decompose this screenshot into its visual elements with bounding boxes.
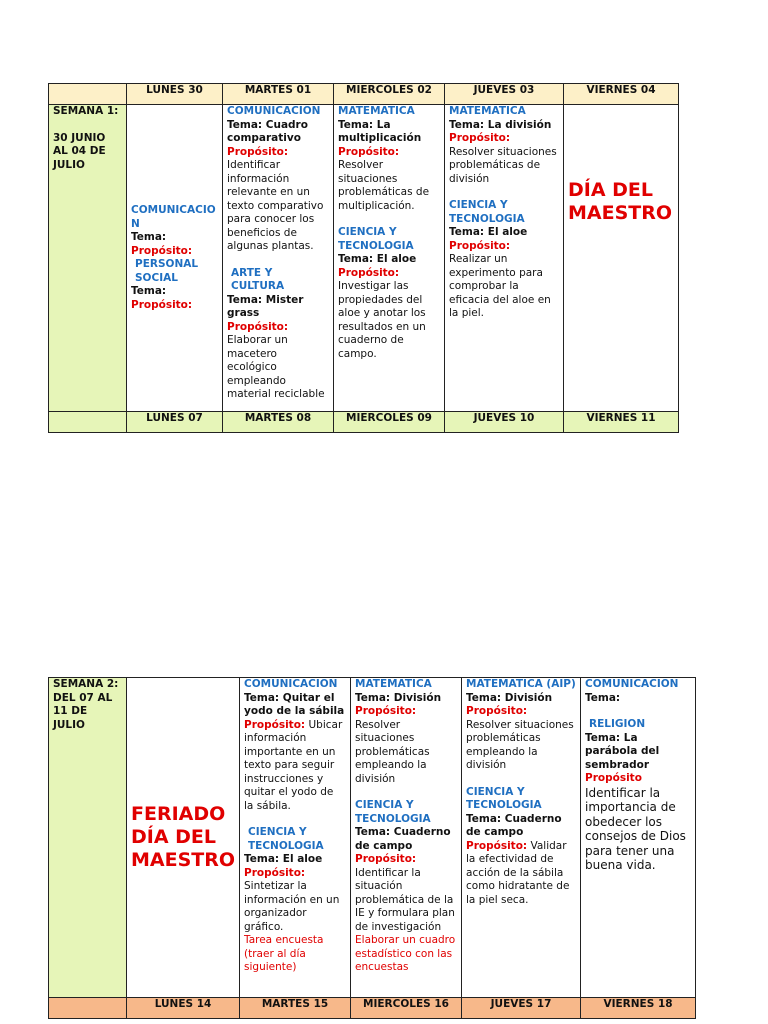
tema-label: Tema: Mister grass <box>227 293 304 319</box>
proposito-label: Propósito: <box>227 320 289 333</box>
proposito-text: Identificar información relevante en un texto comparativo para conocer los beneficios de algunas plantas. <box>227 159 324 252</box>
week1-label-cell <box>49 105 127 412</box>
proposito-text: Identificar la situación problemática de la IE y formulara plan de investigación <box>355 866 455 933</box>
proposito-text: Resolver situaciones problemáticas empleando la división <box>466 718 574 771</box>
tema-label: Tema: División <box>466 691 553 704</box>
header-blank <box>49 998 127 1019</box>
proposito-text: Investigar las propiedades del aloe y anotar los resultados en un cuaderno de campo. <box>338 280 426 360</box>
week2-next-day-row <box>49 998 696 1019</box>
proposito-text: Validar la efectividad de acción de la sábila como hidratante de la piel seca. <box>466 839 570 906</box>
day-header: MARTES 15 <box>240 998 351 1019</box>
subject-label: CIENCIA Y TECNOLOGIA <box>355 799 431 825</box>
header-blank <box>49 84 127 105</box>
subject-label: MATEMATICA <box>338 105 415 117</box>
subject-label: MATEMATICA (AIP) <box>466 678 576 690</box>
subject-label: COMUNICACION <box>131 204 216 230</box>
subject-label: ARTE Y CULTURA <box>231 266 285 292</box>
day-header: VIERNES 11 <box>564 412 679 433</box>
subject-label: CIENCIA Y TECNOLOGIA <box>449 199 525 225</box>
tema-label: Tema: <box>131 285 167 297</box>
tema-label: Tema: La multiplicación <box>338 118 422 144</box>
tema-label: Tema: El aloe <box>338 253 417 265</box>
tema-label: Tema: La división <box>449 118 552 131</box>
friday-cell <box>581 678 696 998</box>
day-header: LUNES 14 <box>127 998 240 1019</box>
proposito-text: Realizar un experimento para comprobar la eficacia del aloe en la piel. <box>449 253 551 319</box>
dia-del-maestro-note: DÍA DEL MAESTRO <box>568 179 673 224</box>
proposito-text: Resolver situaciones problemáticas empleando la división <box>355 718 430 785</box>
subject-label: CIENCIA Y TECNOLOGIA <box>466 785 542 811</box>
header-blank <box>49 412 127 433</box>
subject-label: COMUNICACION <box>227 105 321 117</box>
subject-label: MATEMATICA <box>449 105 526 117</box>
subject-label: MATEMATICA <box>355 678 432 690</box>
proposito-text: Elaborar un macetero ecológico empleando material reciclable <box>227 334 325 400</box>
tema-label: Tema: División <box>355 691 442 704</box>
tema-label: Tema: La parábola del sembrador <box>585 731 660 771</box>
tema-label: Tema: <box>131 231 167 243</box>
week-range: 30 JUNIO AL 04 DE JULIO <box>53 131 106 171</box>
task-note: Tarea encuesta (traer al día siguiente) <box>244 934 324 973</box>
day-header: VIERNES 18 <box>581 998 696 1019</box>
day-header: MIERCOLES 09 <box>334 412 445 433</box>
tema-label: Tema: Cuaderno de campo <box>466 812 562 838</box>
wednesday-cell <box>334 105 445 412</box>
day-header: JUEVES 17 <box>462 998 581 1019</box>
day-header: MARTES 01 <box>223 84 334 105</box>
day-header: VIERNES 04 <box>564 84 679 105</box>
proposito-text: Ubicar información importante en un texto para seguir instrucciones y quitar el yodo de la sábila. <box>244 718 343 812</box>
proposito-text: Identificar la importancia de obedecer los consejos de Dios para tener una buena vida. <box>585 785 686 872</box>
tema-label: Tema: El aloe <box>449 226 528 238</box>
proposito-label: Propósito: <box>338 266 400 279</box>
week1-next-day-row <box>49 412 679 433</box>
proposito-label: Propósito: <box>466 839 528 852</box>
week-label: SEMANA 2: DEL 07 AL 11 DE JULIO <box>53 678 119 731</box>
thursday-cell <box>445 105 564 412</box>
day-header: MARTES 08 <box>223 412 334 433</box>
proposito-label: Propósito <box>585 772 642 784</box>
proposito-text: Resolver situaciones problemáticas de división <box>449 145 557 185</box>
thursday-cell <box>462 678 581 998</box>
day-header: LUNES 30 <box>127 84 223 105</box>
proposito-label: Propósito: <box>449 132 511 144</box>
tuesday-cell <box>223 105 334 412</box>
dia-del-maestro-note: DÍA DEL MAESTRO <box>131 826 236 871</box>
tema-label: Tema: Cuadro comparativo <box>227 118 308 144</box>
proposito-text: Resolver situaciones problemáticas de multiplicación. <box>338 159 430 212</box>
proposito-label: Propósito: <box>338 145 400 158</box>
week1-content-row <box>49 105 679 412</box>
proposito-label: Propósito: <box>131 244 193 257</box>
task-note: Elaborar un cuadro estadístico con las encuestas <box>355 934 456 973</box>
week1-day-header-row <box>49 84 679 105</box>
week2-label-cell <box>49 678 127 998</box>
subject-label: COMUNICACION <box>585 678 679 690</box>
proposito-label: Propósito: <box>466 705 528 717</box>
proposito-label: Propósito: <box>449 239 511 252</box>
proposito-text: Sintetizar la información en un organizador gráfico. <box>244 880 340 933</box>
proposito-label: Propósito: <box>131 298 193 311</box>
week2-content-row <box>49 678 696 998</box>
week-label: SEMANA 1: <box>53 105 119 117</box>
tema-label: Tema: El aloe <box>244 853 323 865</box>
monday-cell <box>127 678 240 998</box>
monday-cell <box>127 105 223 412</box>
wednesday-cell <box>351 678 462 998</box>
friday-cell <box>564 105 679 412</box>
week1-schedule-table <box>48 83 679 433</box>
day-header: JUEVES 03 <box>445 84 564 105</box>
feriado-note: FERIADO <box>131 803 226 825</box>
proposito-label: Propósito: <box>244 866 306 879</box>
week2-schedule-table <box>48 677 696 1019</box>
proposito-label: Propósito: <box>244 718 306 731</box>
subject-label: PERSONAL SOCIAL <box>135 258 199 284</box>
subject-label: CIENCIA Y TECNOLOGIA <box>248 826 324 852</box>
tuesday-cell <box>240 678 351 998</box>
subject-label: COMUNICACION <box>244 678 338 690</box>
proposito-label: Propósito: <box>355 705 417 717</box>
tema-label: Tema: Quitar el yodo de la sábila <box>244 691 345 717</box>
proposito-label: Propósito: <box>355 853 417 865</box>
tema-label: Tema: Cuaderno de campo <box>355 826 451 852</box>
day-header: MIERCOLES 02 <box>334 84 445 105</box>
day-header: LUNES 07 <box>127 412 223 433</box>
subject-label: RELIGION <box>589 718 646 730</box>
proposito-label: Propósito: <box>227 145 289 158</box>
day-header: MIERCOLES 16 <box>351 998 462 1019</box>
subject-label: CIENCIA Y TECNOLOGIA <box>338 226 414 252</box>
day-header: JUEVES 10 <box>445 412 564 433</box>
tema-label: Tema: <box>585 691 621 704</box>
